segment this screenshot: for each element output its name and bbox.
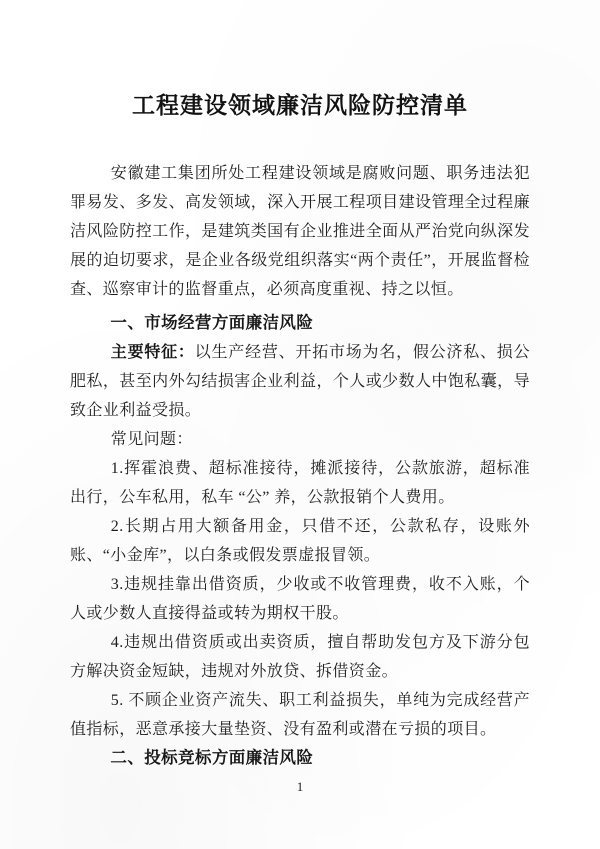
list-item-3: 3.违规挂靠出借资质，少收或不收管理费，收不入账，个人或少数人直接得益或转为期权干股。 bbox=[70, 576, 530, 622]
document-content bbox=[70, 0, 530, 773]
page-number: 1 bbox=[296, 779, 304, 794]
section-2-heading: 二、投标竞标方面廉洁风险 bbox=[110, 749, 314, 767]
document-title: 工程建设领域廉洁风险防控清单 bbox=[132, 93, 468, 118]
section-1-heading: 一、市场经营方面廉洁风险 bbox=[110, 314, 314, 332]
section-1-features bbox=[70, 338, 530, 425]
features-text: 以生产经营、开拓市场为名，假公济私、损公肥私，甚至内外勾结损害企业利益，个人或少数人中饱私囊，导致企业利益受损。 bbox=[70, 344, 530, 419]
common-problems-label: 常见问题： bbox=[110, 431, 193, 448]
intro-paragraph: 安徽建工集团所处工程建设领域是腐败问题、职务违法犯罪易发、多发、高发领域，深入开展工程项目建设管理全过程廉洁风险防控工作，是建筑类国有企业推进全面从严治党向纵深发展的迫切要求，是企业各级党组织落实“两个责任”，开展监督检查、巡察审计的监督重点，必须高度重视、持之以恒。 bbox=[70, 165, 530, 298]
list-item-2: 2.长期占用大额备用金，只借不还，公款私存，设账外账、“小金库”，以白条或假发票虚报冒领。 bbox=[70, 518, 530, 564]
features-label: 主要特征： bbox=[110, 344, 195, 361]
list-item-5: 5. 不顾企业资产流失、职工利益损失，单纯为完成经营产值指标，恶意承接大量垫资、没有盈利或潜在亏损的项目。 bbox=[70, 692, 530, 738]
list-item-1: 1.挥霍浪费、超标准接待，摊派接待，公款旅游，超标准出行，公车私用，私车 “公” 养，公款报销个人费用。 bbox=[70, 460, 530, 506]
list-item-4: 4.违规出借资质或出卖资质，擅自帮助发包方及下游分包方解决资金短缺，违规对外放贷、拆借资金。 bbox=[70, 634, 530, 680]
